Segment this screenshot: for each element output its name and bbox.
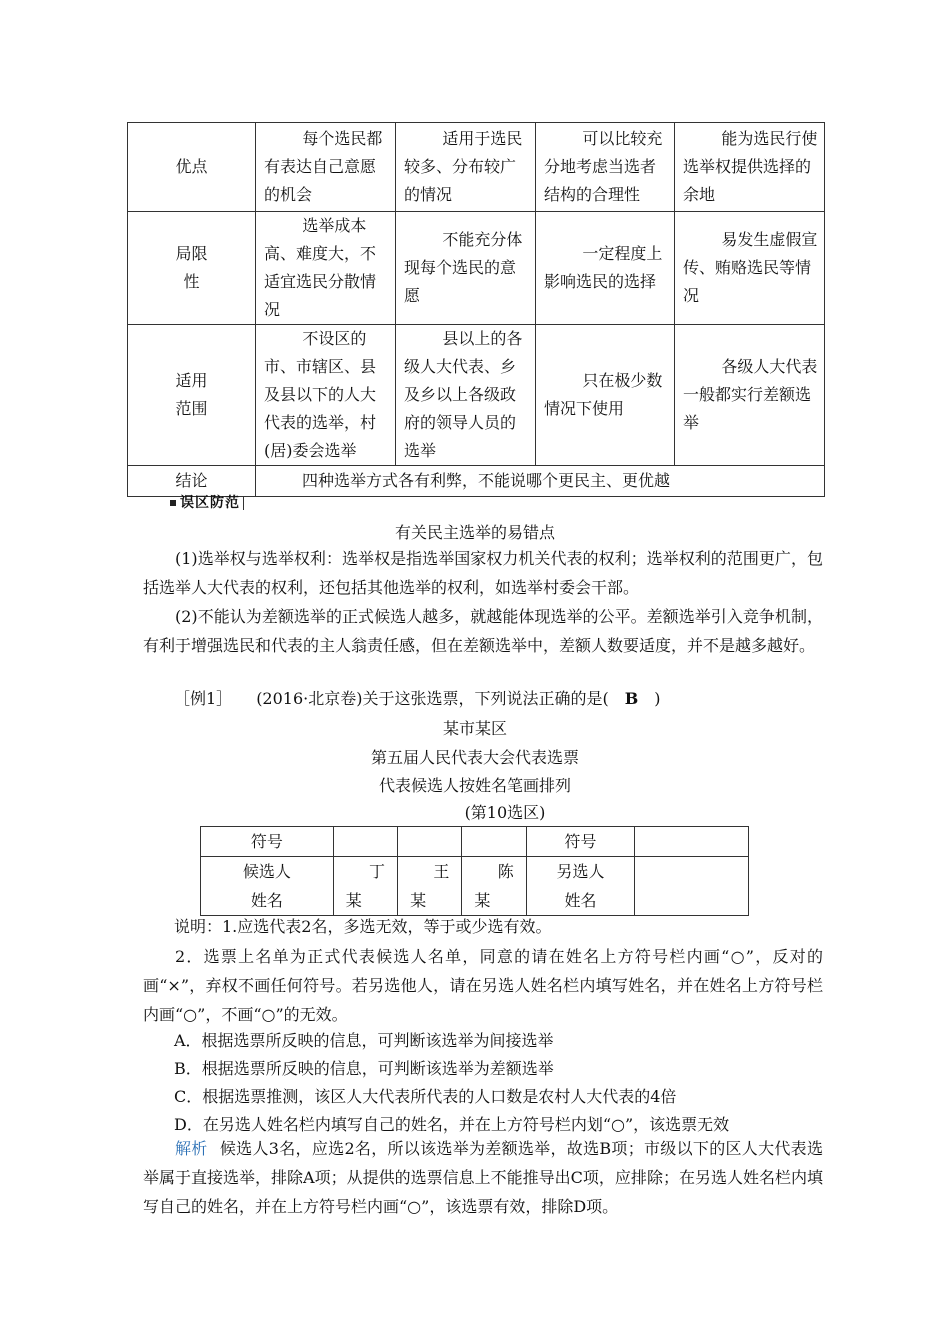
candidate-name-bottom: 某: [410, 891, 427, 910]
analysis-paragraph: [143, 1134, 823, 1221]
mistake-point-2: (2)不能认为差额选举的正式候选人越多，就越能体现选举的公平。差额选举引入竞争机制，有利于增强选民和代表的主人翁责任感，但在差额选举中，差额人数要适度，并不是越多越好。: [143, 607, 823, 655]
mistakes-title: 有关民主选举的易错点: [394, 523, 555, 542]
symbol-box[interactable]: [333, 827, 397, 857]
symbol-box[interactable]: [462, 827, 526, 857]
candidate-name-cell: [398, 857, 462, 916]
other-symbol-label: 符号: [526, 827, 635, 857]
table-cell: 每个选民都有表达自己意愿的机会: [256, 123, 396, 212]
row-header-label: 适用范围: [175, 371, 208, 418]
table-row: [128, 123, 825, 212]
example-question: [174, 686, 661, 709]
option-c: C．根据选票推测，该区人大代表所代表的人口数是农村人大代表的4倍: [174, 1087, 677, 1106]
question-close: ): [654, 689, 661, 708]
symbol-box[interactable]: [398, 827, 462, 857]
square-bullet-icon: [170, 500, 176, 506]
other-name-label: [526, 857, 635, 916]
conclusion-cell: 四种选举方式各有利弊，不能说哪个更民主、更优越: [256, 466, 825, 497]
table-cell: 不设区的市、市辖区、县及县以下的人大代表的选举，村(居)委会选举: [256, 325, 396, 466]
table-row: [128, 325, 825, 466]
divider: [243, 496, 244, 510]
option-a: A．根据选票所反映的信息，可判断该选举为间接选举: [174, 1031, 554, 1050]
election-methods-table: [127, 122, 825, 497]
analysis-label: 解析: [175, 1139, 208, 1158]
other-label-line: 另选人: [556, 862, 605, 881]
candidate-name-cell: [462, 857, 526, 916]
ballot-table: [200, 826, 749, 916]
ballot-title-4: (第10选区): [464, 803, 546, 822]
analysis-text: 候选人3名，应选2名，所以该选举为差额选举，故选B项；市级以下的区人大代表选举属于直接选举，排除A项；从提供的选票信息上不能推导出C项，应排除；在另选人姓名栏内填写自己的姓名，并在上方符号栏内画“○”，该选票有效，排除D项。: [143, 1139, 823, 1216]
table-row: [128, 212, 825, 325]
ballot-note-1: 说明：1.应选代表2名，多选无效，等于或少选有效。: [174, 917, 552, 936]
question-text: (2016·北京卷)关于这张选票，下列说法正确的是(: [256, 689, 609, 708]
candidate-name-bottom: 某: [474, 891, 491, 910]
ballot-title-2: 第五届人民代表大会代表选票: [370, 748, 579, 767]
row-header-scope: [128, 325, 256, 466]
candidate-name-top: 陈: [497, 862, 514, 881]
ballot-name-row: [201, 857, 749, 916]
table-cell: 能为选民行使选举权提供选择的余地: [675, 123, 825, 212]
mistake-point-1: (1)选举权与选举权利：选举权是指选举国家权力机关代表的权利；选举权利的范围更广，包括选举人大代表的权利，还包括其他选举的权利，如选举村委会干部。: [143, 549, 823, 597]
option-b: B．根据选票所反映的信息，可判断该选举为差额选举: [174, 1059, 554, 1078]
table-cell: 一定程度上影响选民的选择: [536, 212, 675, 325]
symbol-label: 符号: [201, 827, 334, 857]
ballot-note-2: 2．选票上名单为正式代表候选人名单，同意的请在姓名上方符号栏内画“○”，反对的画“×”，弃权不画任何符号。若另选他人，请在另选人姓名栏内填写姓名，并在姓名上方符号栏内画“○”，不画“○”的无效。: [143, 947, 823, 1024]
row-header-conclusion: 结论: [128, 466, 256, 497]
example-prefix: ［例1］: [174, 689, 233, 708]
candidate-label-line: 候选人: [242, 862, 291, 881]
candidate-name-bottom: 某: [345, 891, 362, 910]
table-cell: 各级人大代表一般都实行差额选举: [675, 325, 825, 466]
other-symbol-box[interactable]: [635, 827, 749, 857]
table-cell: 易发生虚假宣传、贿赂选民等情况: [675, 212, 825, 325]
table-cell: 只在极少数情况下使用: [536, 325, 675, 466]
candidate-name-label: [201, 857, 334, 916]
ballot-title-1: 某市某区: [442, 719, 507, 738]
option-d: D．在另选人姓名栏内填写自己的姓名，并在上方符号栏内划“○”，该选票无效: [174, 1115, 730, 1134]
section-tag: [170, 492, 244, 512]
row-header-limitations: [128, 212, 256, 325]
row-header-label: 局限性: [175, 244, 208, 291]
table-cell: 选举成本高、难度大，不适宜选民分散情况: [256, 212, 396, 325]
table-cell: 不能充分体现每个选民的意愿: [396, 212, 536, 325]
candidate-name-top: 王: [433, 862, 450, 881]
candidate-name-cell: [333, 857, 397, 916]
section-tag-label: 误区防范: [180, 495, 240, 511]
ballot-title-3: 代表候选人按姓名笔画排列: [378, 776, 571, 795]
other-label-line: 姓名: [564, 891, 597, 910]
candidate-name-top: 丁: [369, 862, 386, 881]
table-cell: 可以比较充分地考虑当选者结构的合理性: [536, 123, 675, 212]
table-cell: 县以上的各级人大代表、乡及乡以上各级政府的领导人员的选举: [396, 325, 536, 466]
other-name-field[interactable]: [635, 857, 749, 916]
candidate-label-line: 姓名: [250, 891, 283, 910]
answer-letter: B: [624, 689, 639, 708]
row-header-advantages: 优点: [128, 123, 256, 212]
ballot-symbol-row: [201, 827, 749, 857]
table-cell: 适用于选民较多、分布较广的情况: [396, 123, 536, 212]
